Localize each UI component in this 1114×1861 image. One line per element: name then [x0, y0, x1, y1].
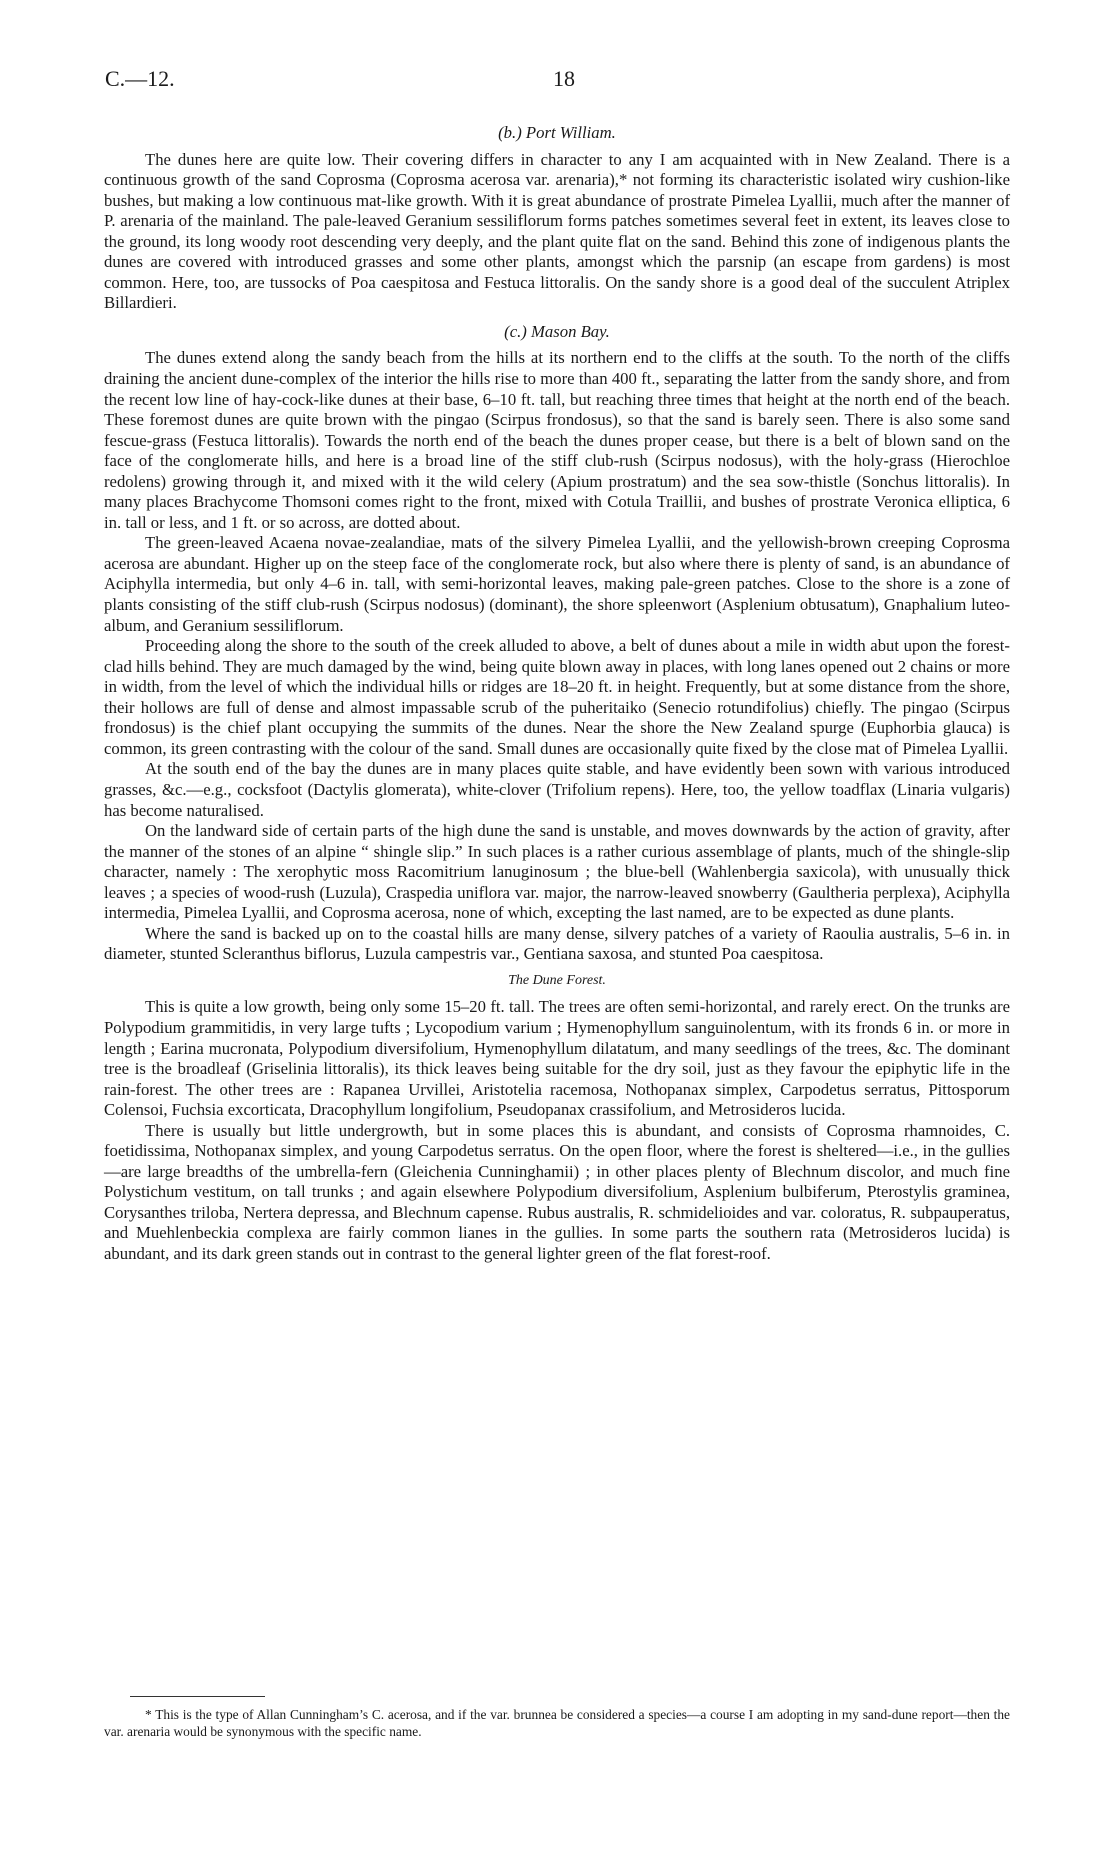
paragraph: On the landward side of certain parts of the high dune the sand is unstable, and moves downwards by the action of gravity, after the manner of the stones of an alpine “ shingle slip.” In such places is a rather curious assemblage of plants, much of the shingle-slip character, namely : The xerophytic moss Racomitrium lanuginosum ; the blue-bell (Wahlenbergia saxicola), with unusually thick leaves ; a species of wood-rush (Luzula), Craspedia uniflora var. major, the narrow-leaved snowberry (Gaultheria perplexa), Aciphylla intermedia, Pimelea Lyallii, and Coprosma acerosa, none of which, excepting the last named, are to be expected as dune plants.	[104, 821, 1010, 923]
page-number: 18	[553, 66, 575, 91]
paragraph: The dunes extend along the sandy beach from the hills at its northern end to the cliffs at the south. To the north of the cliffs draining the ancient dune-complex of the interior the hills rise to more than 400 ft., separating the latter from the sandy shore, and from the recent low line of hay-cock-like dunes at their base, 6–10 ft. tall, but reaching three times that height at the north end of the beach. These foremost dunes are quite brown with the pingao (Scirpus frondosus), so that the sand is barely seen. There is also some sand fescue-grass (Festuca littoralis). Towards the north end of the beach the dunes proper cease, but there is a belt of blown sand on the face of the conglomerate hills, and here is a broad line of the stiff club-rush (Scirpus nodosus), with the holy-grass (Hierochloe redolens) growing through it, and mixed with it the wild celery (Apium prostratum) and the sea sow-thistle (Sonchus littoralis). In many places Brachycome Thomsoni comes right to the front, mixed with Cotula Traillii, and bushes of prostrate Veronica elliptica, 6 in. tall or less, and 1 ft. or so across, are dotted about.	[104, 348, 1010, 532]
paragraph: The dunes here are quite low. Their covering differs in character to any I am acquainted with in New Zealand. There is a continuous growth of the sand Coprosma (Coprosma acerosa var. arenaria),* not forming its characteristic isolated wiry cushion-like bushes, but making a low continuous mat-like growth. With it is great abundance of prostrate Pimelea Lyallii, much after the manner of P. arenaria of the mainland. The pale-leaved Geranium sessiliflorum forms patches sometimes several feet in extent, its leaves close to the ground, its long woody root descending very deeply, and the plant quite flat on the sand. Behind this zone of indigenous plants the dunes are covered with introduced grasses and some other plants, amongst which the parsnip (an escape from gardens) is most common. Here, too, are tussocks of Poa caespitosa and Festuca littoralis. On the sandy shore is a good deal of the succulent Atriplex Billardieri.	[104, 149, 1010, 313]
body-text	[104, 115, 1010, 1265]
document-reference: C.—12.	[105, 66, 175, 91]
section-heading-mason-bay: (c.) Mason Bay.	[504, 321, 610, 341]
footnote: * This is the type of Allan Cunningham’s C. acerosa, and if the var. brunnea be considered a species—a course I am adopting in my sand-dune report—then the var. arenaria would be synonymous with the specific name.	[104, 1707, 1010, 1739]
section-heading-port-william: (b.) Port William.	[498, 123, 616, 142]
section-heading-dune-forest: The Dune Forest.	[508, 972, 606, 988]
paragraph: The green-leaved Acaena novae-zealandiae, mats of the silvery Pimelea Lyallii, and the yellowish-brown creeping Coprosma acerosa are abundant. Higher up on the steep face of the conglomerate rock, but also where there is plenty of sand, is an abundance of Aciphylla intermedia, but only 4–6 in. tall, with semi-horizontal leaves, making pale-green patches. Close to the shore is a zone of plants consisting of the stiff club-rush (Scirpus nodosus) (dominant), the shore spleenwort (Asplenium obtusatum), Gnaphalium luteo-album, and Geranium sessiliflorum.	[104, 533, 1010, 635]
paragraph: At the south end of the bay the dunes are in many places quite stable, and have evidently been sown with various introduced grasses, &c.—e.g., cocksfoot (Dactylis glomerata), white-clover (Trifolium repens). Here, too, the yellow toadflax (Linaria vulgaris) has become naturalised.	[104, 759, 1010, 820]
paragraph: Where the sand is backed up on to the coastal hills are many dense, silvery patches of a variety of Raoulia australis, 5–6 in. in diameter, stunted Scleranthus biflorus, Luzula campestris var., Gentiana saxosa, and stunted Poa caespitosa.	[104, 923, 1010, 964]
paragraph: Proceeding along the shore to the south of the creek alluded to above, a belt of dunes about a mile in width abut upon the forest-clad hills behind. They are much damaged by the wind, being quite blown away in places, with long lanes opened out 2 chains or more in width, from the level of which the individual hills or ridges are 18–20 ft. in height. Frequently, but at some distance from the shore, their hollows are full of dense and almost impassable scrub of the puheritaiko (Senecio rotundifolius) chiefly. The pingao (Scirpus frondosus) is the chief plant occupying the summits of the dunes. Near the shore the New Zealand spurge (Euphorbia glauca) is common, its green contrasting with the colour of the sand. Small dunes are occasionally quite fixed by the close mat of Pimelea Lyallii.	[104, 636, 1010, 758]
paragraph: There is usually but little undergrowth, but in some places this is abundant, and consists of Coprosma rhamnoides, C. foetidissima, Nothopanax simplex, and young Carpodetus serratus. On the open floor, where the forest is sheltered—i.e., in the gullies—are large breadths of the umbrella-fern (Gleichenia Cunninghamii) ; in other places plenty of Blechnum discolor, and much fine Polystichum vestitum, on tall trunks ; and again elsewhere Polypodium diversifolium, Asplenium bulbiferum, Pterostylis graminea, Corysanthes triloba, Nertera depressa, and Blechnum capense. Rubus australis, R. schmidelioides and var. coloratus, R. subpauperatus, and Muehlenbeckia complexa are fairly common lianes in the gullies. In some parts the southern rata (Metrosideros lucida) is abundant, and its dark green stands out in contrast to the general lighter green of the flat forest-roof.	[104, 1120, 1010, 1263]
page-header	[105, 66, 1009, 96]
footnote-rule	[130, 1696, 265, 1697]
paragraph: This is quite a low growth, being only some 15–20 ft. tall. The trees are often semi-horizontal, and rarely erect. On the trunks are Polypodium grammitidis, in very large tufts ; Lycopodium varium ; Hymenophyllum sanguinolentum, with its fronds 6 in. or more in length ; Earina mucronata, Polypodium diversifolium, Hymenophyllum dilatatum, and many seedlings of the trees, &c. The dominant tree is the broadleaf (Griselinia littoralis), its thick leaves being suitable for the dry soil, just as they favour the epiphytic life in the rain-forest. The other trees are : Rapanea Urvillei, Aristotelia racemosa, Nothopanax simplex, Carpodetus serratus, Pittosporum Colensoi, Fuchsia excorticata, Dracophyllum longifolium, Pseudopanax crassifolium, and Metrosideros lucida.	[104, 997, 1010, 1120]
